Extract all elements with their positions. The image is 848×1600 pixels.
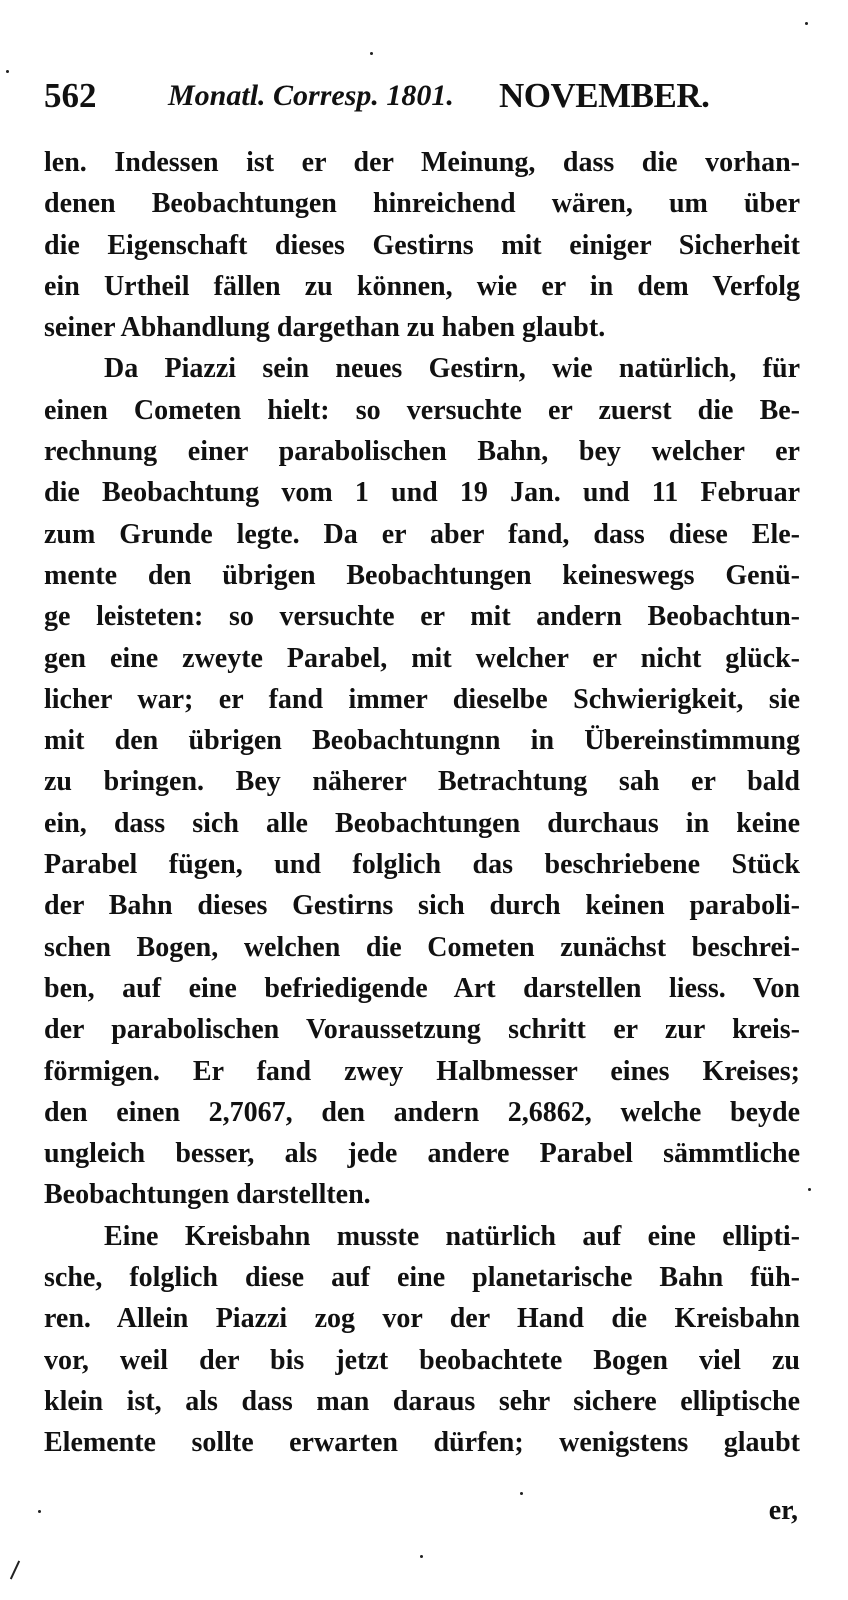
text-line: Elemente sollte erwarten dürfen; wenigstens glaubt xyxy=(44,1427,800,1459)
text-line: mente den übrigen Beobachtungen keineswegs Genü- xyxy=(44,559,800,591)
ink-speck xyxy=(6,70,9,73)
running-title: Monatl. Corresp. 1801. xyxy=(168,79,454,112)
ink-speck xyxy=(10,1561,20,1580)
text-line: schen Bogen, welchen die Cometen zunächst beschrei- xyxy=(44,931,800,963)
text-line: mit den übrigen Beobachtungnn in Übereinstimmung xyxy=(44,725,800,757)
text-line: denen Beobachtungen hinreichend wären, um über xyxy=(44,188,800,220)
text-line: Parabel fügen, und folglich das beschriebene Stück xyxy=(44,849,800,881)
text-line: der parabolischen Voraussetzung schritt er zur kreis- xyxy=(44,1014,800,1046)
text-line: sche, folglich diese auf eine planetarische Bahn füh- xyxy=(44,1262,800,1294)
text-line: ge leisteten: so versuchte er mit andern Beobachtun- xyxy=(44,601,800,633)
ink-speck xyxy=(520,1492,523,1495)
text-line: Beobachtungen darstellten. xyxy=(44,1179,371,1211)
page-header xyxy=(44,72,804,120)
ink-speck xyxy=(805,22,808,25)
text-line: zum Grunde legte. Da er aber fand, dass diese Ele- xyxy=(44,518,800,550)
text-line: Eine Kreisbahn musste natürlich auf eine ellipti- xyxy=(104,1220,800,1252)
text-line: ein, dass sich alle Beobachtungen durchaus in keine xyxy=(44,807,800,839)
catchword: er, xyxy=(768,1495,798,1526)
text-line: die Beobachtung vom 1 und 19 Jan. und 11 Februar xyxy=(44,477,800,509)
text-line: ren. Allein Piazzi zog vor der Hand die Kreisbahn xyxy=(44,1303,800,1335)
text-line: einen Cometen hielt: so versuchte er zuerst die Be- xyxy=(44,394,800,426)
page-number: 562 xyxy=(44,76,97,115)
text-line: der Bahn dieses Gestirns sich durch keinen paraboli- xyxy=(44,890,800,922)
text-line: die Eigenschaft dieses Gestirns mit einiger Sicherheit xyxy=(44,229,800,261)
ink-speck xyxy=(420,1555,423,1558)
ink-speck xyxy=(370,52,373,55)
ink-speck xyxy=(38,1510,41,1513)
text-line: len. Indessen ist er der Meinung, dass die vorhan- xyxy=(44,147,800,178)
text-line: förmigen. Er fand zwey Halbmesser eines Kreises; xyxy=(44,1055,800,1087)
month-heading: NOVEMBER. xyxy=(499,76,710,115)
ink-speck xyxy=(808,1188,811,1191)
text-line: den einen 2,7067, den andern 2,6862, welche beyde xyxy=(44,1096,800,1128)
text-line: ben, auf eine befriedigende Art darstellen liess. Von xyxy=(44,972,800,1004)
text-line: ein Urtheil fällen zu können, wie er in dem Verfolg xyxy=(44,270,800,302)
text-line: rechnung einer parabolischen Bahn, bey welcher er xyxy=(44,436,800,468)
text-line: vor, weil der bis jetzt beobachtete Bogen viel zu xyxy=(44,1344,800,1376)
text-line: ungleich besser, als jede andere Parabel sämmtliche xyxy=(44,1138,800,1170)
text-line: licher war; er fand immer dieselbe Schwierigkeit, sie xyxy=(44,683,800,715)
text-line: zu bringen. Bey näherer Betrachtung sah er bald xyxy=(44,766,800,798)
text-line: seiner Abhandlung dargethan zu haben glaubt. xyxy=(44,312,606,344)
text-line: gen eine zweyte Parabel, mit welcher er nicht glück- xyxy=(44,642,800,674)
body-text xyxy=(44,142,800,1464)
text-line: klein ist, als dass man daraus sehr sichere elliptische xyxy=(44,1385,800,1417)
text-line: Da Piazzi sein neues Gestirn, wie natürlich, für xyxy=(104,353,800,385)
